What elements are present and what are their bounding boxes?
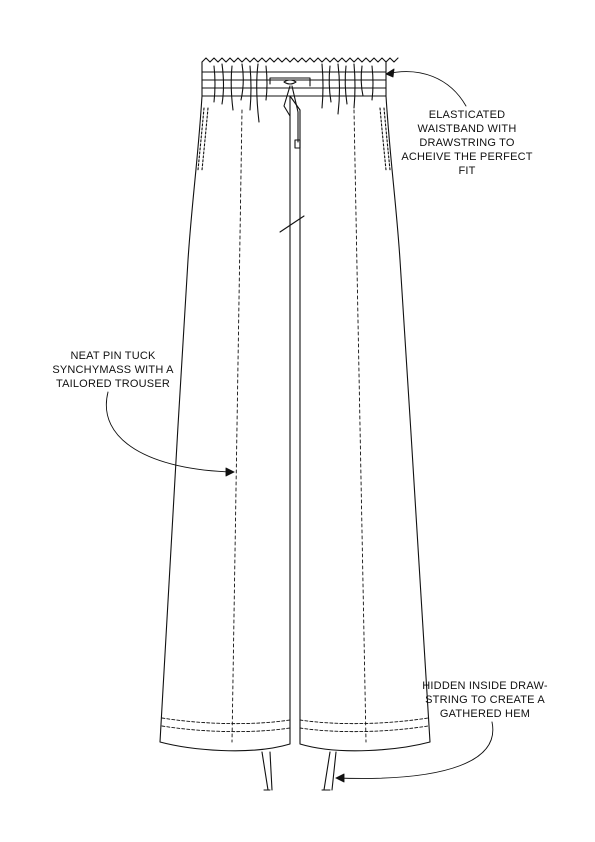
pintuck-arrowhead: [226, 468, 234, 476]
waistband-ruffle-top: [202, 58, 398, 62]
annotation-line: FIT: [458, 165, 476, 177]
left-hem-drawstring: [262, 752, 272, 790]
right-leg-outline: [300, 96, 430, 751]
right-hem-drawstring: [322, 752, 336, 790]
annotation-line: DRAWSTRING TO: [419, 137, 515, 149]
annotation-line: WAISTBAND WITH: [417, 123, 517, 135]
annotation-line: ELASTICATED: [428, 109, 506, 121]
waistband-leader: [386, 72, 466, 106]
annotation-line: TAILORED TROUSER: [55, 378, 171, 390]
annotation-line: SYNCHYMASS WITH A: [52, 364, 174, 376]
annotation-line: GATHERED HEM: [439, 708, 531, 720]
left-pocket: [198, 108, 208, 170]
right-pin-tuck: [354, 110, 366, 742]
left-leg-outline: [160, 96, 290, 751]
right-pocket: [380, 108, 390, 170]
left-hem-stitch: [162, 718, 290, 732]
hem-arrowhead: [336, 774, 344, 782]
pintuck-leader: [106, 392, 234, 472]
waistband-arrowhead: [386, 69, 394, 77]
annotation-line: HIDDEN INSIDE DRAW-: [422, 680, 548, 692]
waistband-outline: [202, 62, 386, 96]
left-pin-tuck: [232, 110, 242, 742]
right-hem-stitch: [300, 718, 428, 732]
annotation-line: ACHEIVE THE PERFECT: [401, 151, 533, 163]
hem-annotation: [420, 679, 550, 721]
trouser-body: [160, 96, 430, 790]
annotation-line: NEAT PIN TUCK: [70, 350, 156, 362]
waistband-gathers-left: [214, 64, 267, 122]
waistband-annotation: [392, 108, 542, 178]
pintuck-annotation: [38, 349, 188, 391]
annotation-line: STRING TO CREATE A: [425, 694, 545, 706]
